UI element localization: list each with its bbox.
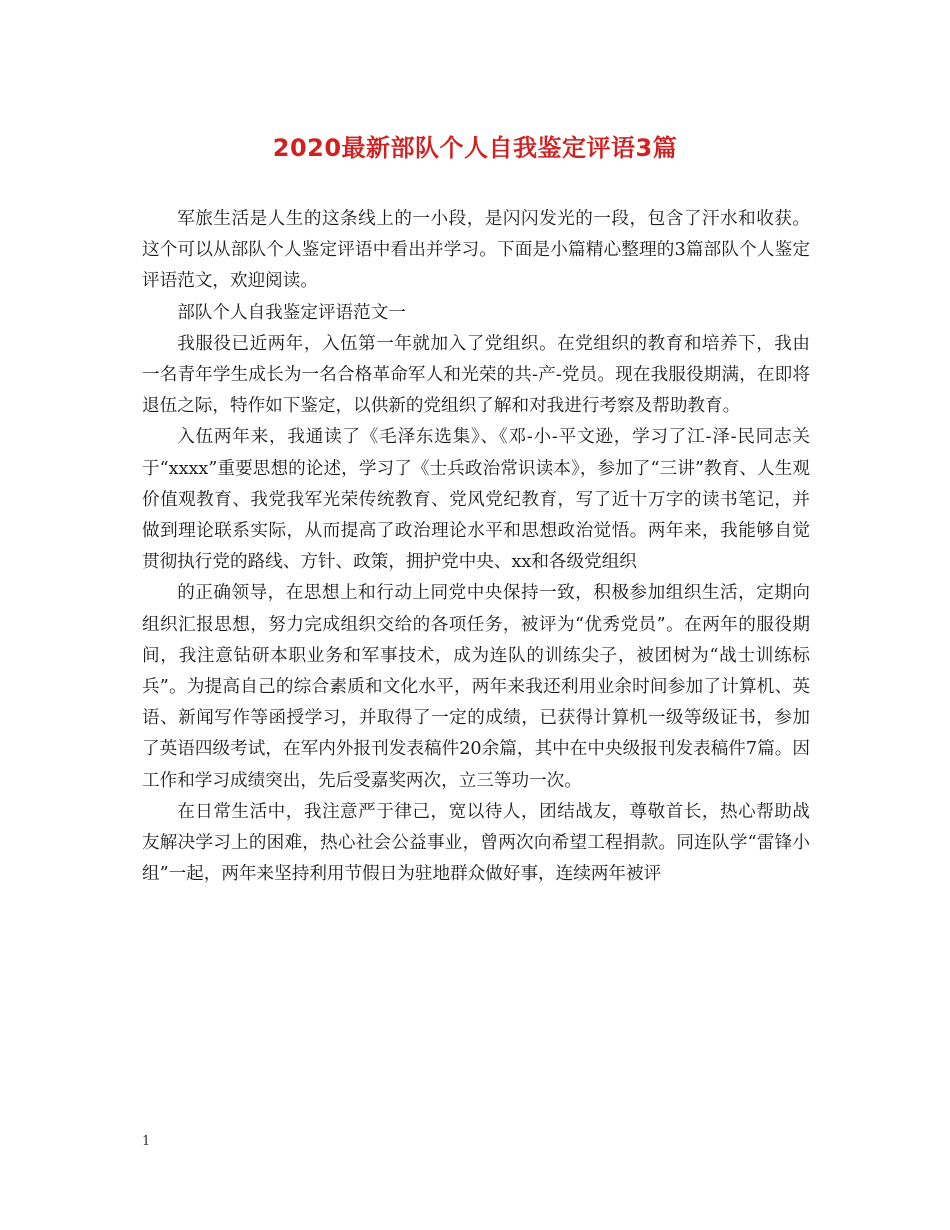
section-heading: 部队个人自我鉴定评语范文一 [177, 302, 406, 323]
document-body [142, 204, 810, 890]
paragraph: 的正确领导，在思想上和行动上同党中央保持一致，积极参加组织生活，定期向组织汇报思想，努力完成组织交给的各项任务，被评为“优秀党员”。在两年的服役期间，我注意钻研本职业务和军事技术，成为连队的训练尖子，被团树为“战士训练标兵”。为提高自己的综合素质和文化水平，两年来我还利用业余时间参加了计算机、英语、新闻写作等函授学习，并取得了一定的成绩，已获得计算机一级等级证书，参加了英语四级考试，在军内外报刊发表稿件20余篇，其中在中央级报刊发表稿件7篇。因工作和学习成绩突出，先后受嘉奖两次，立三等功一次。 [142, 583, 810, 791]
page-number: 1 [142, 1134, 151, 1149]
document-title: 2020最新部队个人自我鉴定评语3篇 [272, 134, 678, 162]
paragraph: 入伍两年来，我通读了《毛泽东选集》、《邓-小-平文逊，学习了江-泽-民同志关于“xxxx”重要思想的论述，学习了《士兵政治常识读本》，参加了“三讲”教育、人生观价值观教育、我党我军光荣传统教育、党风党纪教育，写了近十万字的读书笔记，并做到理论联系实际，从而提高了政治理论水平和思想政治觉悟。两年来，我能够自觉贯彻执行党的路线、方针、政策，拥护党中央、xx和各级党组织 [142, 427, 810, 573]
paragraph-intro: 军旅生活是人生的这条线上的一小段，是闪闪发光的一段，包含了汗水和收获。这个可以从部队个人鉴定评语中看出并学习。下面是小篇精心整理的3篇部队个人鉴定评语范文，欢迎阅读。 [142, 209, 810, 292]
paragraph: 在日常生活中，我注意严于律己，宽以待人，团结战友，尊敬首长，热心帮助战友解决学习上的困难，热心社会公益事业，曾两次向希望工程捐款。同连队学“雷锋小组”一起，两年来坚持利用节假日为驻地群众做好事，连续两年被评 [142, 801, 810, 885]
paragraph: 我服役已近两年，入伍第一年就加入了党组织。在党组织的教育和培养下，我由一名青年学生成长为一名合格革命军人和光荣的共-产-党员。现在我服役期满，在即将退伍之际，特作如下鉴定，以供新的党组织了解和对我进行考察及帮助教育。 [142, 333, 810, 417]
